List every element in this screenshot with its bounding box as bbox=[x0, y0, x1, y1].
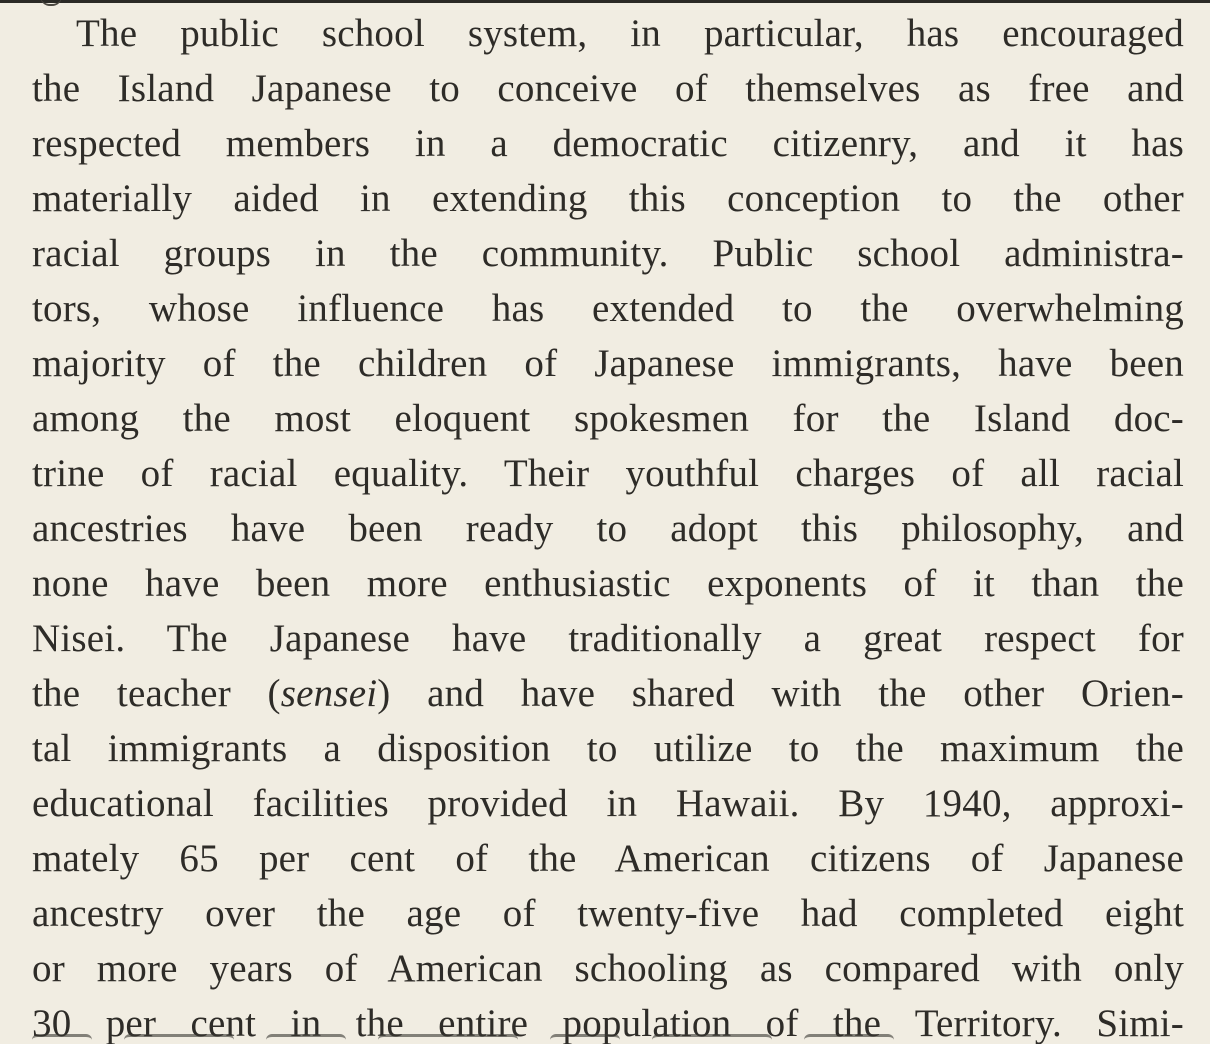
text-line-11: none have been more enthusiastic exponents of it than the bbox=[32, 562, 1184, 605]
cropped-glyph-tops bbox=[266, 1034, 346, 1044]
text-line-1: The public school system, in particular, has encouraged bbox=[76, 12, 1184, 55]
text-line-13 bbox=[32, 666, 1184, 721]
text-line-18: or more years of American schooling as compared with only bbox=[32, 947, 1184, 990]
text-line-15: educational facilities provided in Hawaii. By 1940, approxi- bbox=[32, 782, 1184, 825]
text-line-17: ancestry over the age of twenty-five had completed eight bbox=[32, 892, 1184, 935]
text-line-13-before: the teacher ( bbox=[32, 672, 281, 715]
text-line-14: tal immigrants a disposition to utilize to the maximum the bbox=[32, 727, 1184, 770]
text-line-10: ancestries have been ready to adopt this philosophy, and bbox=[32, 507, 1184, 550]
cropped-glyph-tops bbox=[550, 1034, 620, 1044]
text-line-9: trine of racial equality. Their youthful charges of all racial bbox=[32, 452, 1184, 495]
text-line-7: majority of the children of Japanese immigrants, have been bbox=[32, 342, 1184, 385]
cropped-next-line bbox=[32, 1034, 1184, 1044]
text-line-6: tors, whose influence has extended to the overwhelming bbox=[32, 287, 1184, 330]
cropped-glyph-tops bbox=[804, 1034, 894, 1044]
text-line-4: materially aided in extending this conception to the other bbox=[32, 177, 1184, 220]
text-line-19: 30 per cent in the entire population of the Territory. Simi- bbox=[32, 1002, 1184, 1044]
cropped-glyph-tops bbox=[652, 1034, 772, 1044]
cropped-glyph-tops bbox=[32, 1034, 92, 1044]
cropped-glyph-tops bbox=[378, 1034, 518, 1044]
text-line-2: the Island Japanese to conceive of themselves as free and bbox=[32, 67, 1184, 110]
text-line-8: among the most eloquent spokesmen for the Island doc- bbox=[32, 397, 1184, 440]
text-line-5: racial groups in the community. Public school administra- bbox=[32, 232, 1184, 275]
italic-term-sensei: sensei bbox=[280, 672, 378, 715]
text-line-3: respected members in a democratic citizenry, and it has bbox=[32, 122, 1184, 165]
body-paragraph bbox=[32, 6, 1184, 1044]
text-line-12: Nisei. The Japanese have traditionally a great respect for bbox=[32, 617, 1184, 660]
text-line-16: mately 65 per cent of the American citizens of Japanese bbox=[32, 837, 1184, 880]
cropped-glyph-tops bbox=[124, 1034, 234, 1044]
text-line-13-after: ) and have shared with the other Orien- bbox=[377, 672, 1184, 715]
top-page-edge bbox=[0, 0, 1210, 3]
